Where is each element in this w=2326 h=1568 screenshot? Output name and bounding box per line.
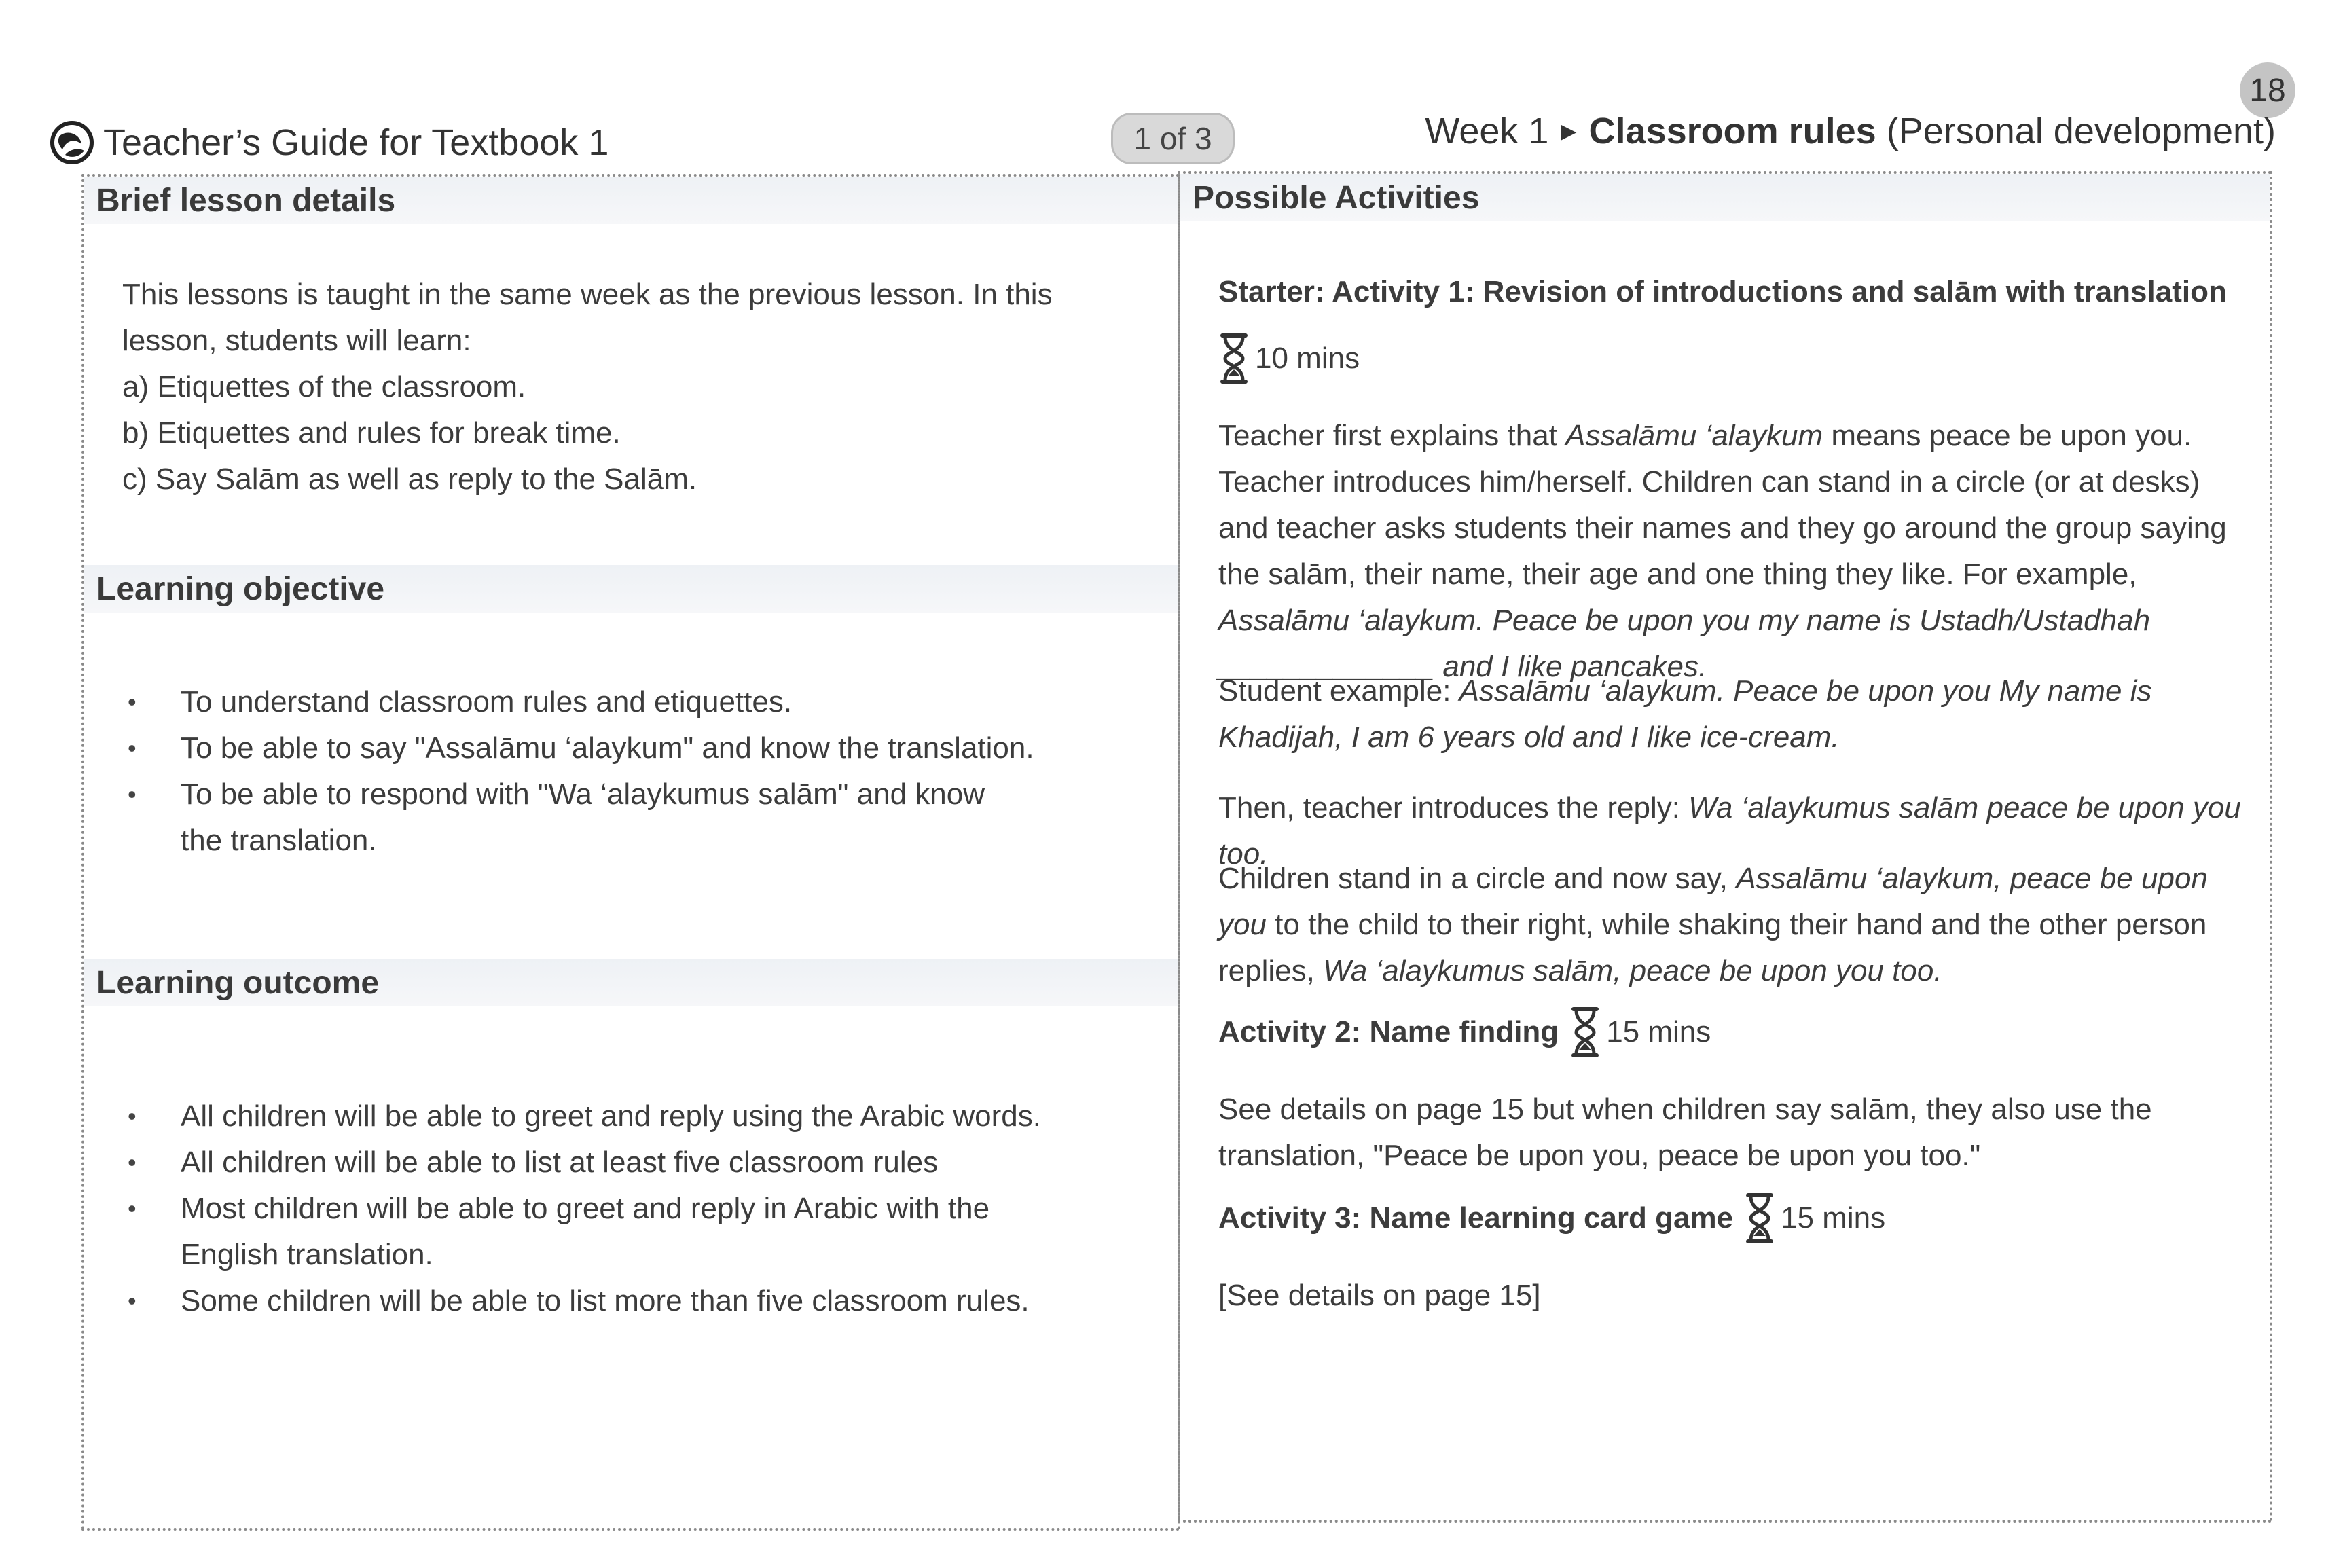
logo-icon bbox=[50, 121, 94, 164]
activities-panel bbox=[1178, 171, 2272, 1523]
activity-1-timer bbox=[1218, 331, 2251, 386]
activity-2-header bbox=[1218, 1005, 2251, 1059]
activity-2-time: 15 mins bbox=[1606, 1015, 1711, 1049]
activity-3-time: 15 mins bbox=[1781, 1201, 1886, 1235]
activity-3-text: [See details on page 15] bbox=[1218, 1279, 1541, 1312]
page-number-badge: 18 bbox=[2240, 62, 2295, 118]
reply-phrase: Wa ‘alaykumus salām peace be upon you too. bbox=[1218, 791, 2241, 871]
text-run: to the child to their right, while shaking their hand and the other person replies, bbox=[1218, 908, 2207, 987]
text-run: Teacher first explains that bbox=[1218, 419, 1566, 452]
brief-item: c) Say Salām as well as reply to the Salām. bbox=[122, 462, 697, 496]
activity-1-paragraph-2 bbox=[1218, 668, 2251, 761]
reply-phrase: Wa ‘alaykumus salām, peace be upon you too. bbox=[1323, 954, 1942, 987]
hourglass-icon bbox=[1744, 1191, 1775, 1245]
example-phrase: Assalāmu ‘alaykum. Peace be upon you My name is Khadijah, I am 6 years old and I like ice-cream. bbox=[1218, 674, 2152, 754]
arabic-phrase: Assalāmu ‘alaykum bbox=[1565, 419, 1823, 452]
hourglass-icon bbox=[1218, 331, 1250, 386]
activity-3-header bbox=[1218, 1191, 2251, 1245]
guide-title: Teacher’s Guide for Textbook 1 bbox=[103, 122, 609, 163]
outcome-item: • Most children will be able to greet and reply in Arabic with the English translation. bbox=[128, 1186, 1091, 1278]
hourglass-icon bbox=[1569, 1005, 1601, 1059]
brief-item: b) Etiquettes and rules for break time. bbox=[122, 416, 621, 450]
activity-3-timer bbox=[1744, 1191, 1885, 1245]
brief-intro: This lessons is taught in the same week as the previous lesson. In this lesson, students will learn: bbox=[122, 278, 1053, 357]
breadcrumb-arrow-icon: ▶ bbox=[1561, 120, 1577, 143]
activity-2-text: See details on page 15 but when children say salām, they also use the translation, "Peace be upon you, peace be upon you too." bbox=[1218, 1093, 2152, 1172]
activity-2-title: Activity 2: Name finding bbox=[1218, 1015, 1559, 1049]
lesson-details-panel bbox=[81, 174, 1180, 1531]
breadcrumb bbox=[1425, 110, 2276, 152]
activity-3-title: Activity 3: Name learning card game bbox=[1218, 1201, 1734, 1235]
header bbox=[50, 115, 608, 170]
objective-item: • To understand classroom rules and etiquettes. bbox=[128, 679, 1112, 725]
objective-list bbox=[128, 679, 1112, 864]
outcome-item: • All children will be able to greet and reply using the Arabic words. bbox=[128, 1093, 1146, 1139]
activity-1-time: 10 mins bbox=[1255, 342, 1360, 375]
brief-item: a) Etiquettes of the classroom. bbox=[122, 370, 526, 403]
example-phrase: Assalāmu ‘alaykum. Peace be upon you my name is Ustadh/Ustadhah _____________ and I like pancakes. bbox=[1218, 604, 2151, 683]
objective-item: • To be able to say "Assalāmu ‘alaykum" and know the translation. bbox=[128, 725, 1112, 771]
brief-body bbox=[122, 272, 1148, 503]
outcome-heading: Learning outcome bbox=[84, 959, 1178, 1006]
text-run: Then, teacher introduces the reply: bbox=[1218, 791, 1689, 824]
objective-item: • To be able to respond with "Wa ‘alaykumus salām" and know the translation. bbox=[128, 771, 1023, 864]
objective-heading: Learning objective bbox=[84, 565, 1178, 613]
outcome-item: • All children will be able to list at least five classroom rules bbox=[128, 1139, 1146, 1186]
activity-1-paragraph-1 bbox=[1218, 413, 2251, 690]
activity-1-paragraph-4 bbox=[1218, 856, 2251, 994]
activity-2-timer bbox=[1569, 1005, 1711, 1059]
breadcrumb-week: Week 1 bbox=[1425, 111, 1549, 151]
breadcrumb-subtopic: (Personal development) bbox=[1886, 111, 2276, 151]
activities-heading: Possible Activities bbox=[1180, 174, 2270, 221]
brief-heading: Brief lesson details bbox=[84, 177, 1178, 224]
text-run: means peace be upon you. Teacher introduces him/herself. Children can stand in a circle (or at desks) and teacher asks students their names and they go around the group saying the salām, their name, their age and one thing they like. For example, bbox=[1218, 419, 2227, 591]
page-indicator: 1 of 3 bbox=[1111, 113, 1235, 164]
outcome-item: • Some children will be able to list more than five classroom rules. bbox=[128, 1278, 1146, 1324]
arabic-phrase: Assalāmu ‘alaykum, peace be upon you bbox=[1218, 862, 2208, 941]
activity-1-title: Starter: Activity 1: Revision of introductions and salām with translation bbox=[1218, 275, 2227, 308]
breadcrumb-topic: Classroom rules bbox=[1588, 111, 1876, 151]
text-run: Children stand in a circle and now say, bbox=[1218, 862, 1737, 895]
outcome-list bbox=[128, 1093, 1146, 1324]
text-run: Student example: bbox=[1218, 674, 1459, 708]
